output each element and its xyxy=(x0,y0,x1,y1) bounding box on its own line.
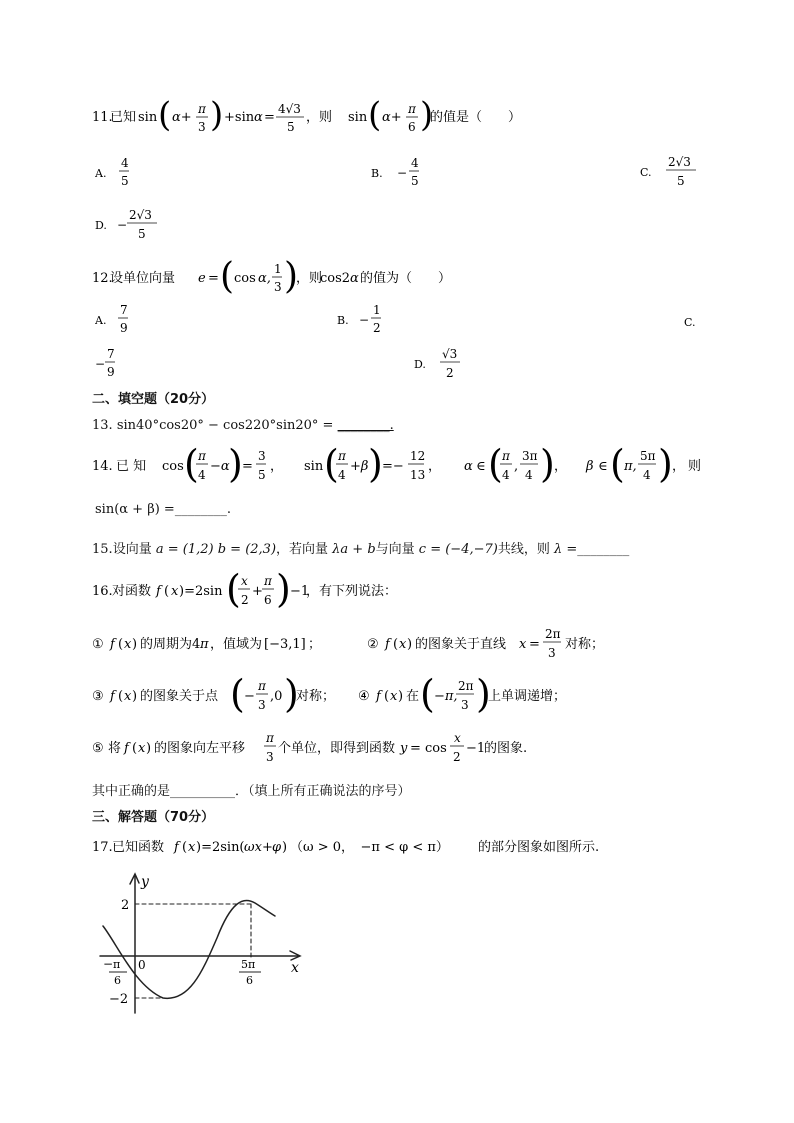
svg-text:5: 5 xyxy=(258,468,266,482)
svg-text:=−: =− xyxy=(382,459,404,474)
svg-text:=: = xyxy=(208,271,219,286)
svg-text:2: 2 xyxy=(446,366,454,380)
svg-text:π: π xyxy=(198,102,206,116)
svg-text:A.: A. xyxy=(95,167,107,180)
function-graph xyxy=(95,868,315,1022)
svg-text:): ) xyxy=(132,637,138,652)
svg-text:3: 3 xyxy=(274,280,282,294)
q14-blank[interactable]: ________. xyxy=(174,502,231,517)
svg-text:−: − xyxy=(397,166,408,180)
q12-option-c-value xyxy=(95,346,135,389)
svg-text:4: 4 xyxy=(198,468,206,482)
svg-text:17.: 17. xyxy=(92,840,113,855)
svg-text:(: ( xyxy=(118,637,124,652)
q12-formula xyxy=(92,258,472,300)
svg-text:=: = xyxy=(242,459,253,474)
svg-text:∈: ∈ xyxy=(598,459,608,474)
svg-text:f: f xyxy=(174,840,179,855)
svg-text:sin: sin xyxy=(348,110,368,125)
svg-text:+: + xyxy=(262,840,273,855)
svg-text:的图象向左平移: 的图象向左平移 xyxy=(154,741,246,756)
svg-text:x: x xyxy=(519,637,527,652)
q11-formula xyxy=(92,98,532,138)
svg-text:π: π xyxy=(200,637,209,652)
q13-number: 13. xyxy=(92,418,113,433)
svg-text:(: ( xyxy=(182,840,188,855)
svg-text:④: ④ xyxy=(358,689,370,704)
svg-text:4√3: 4√3 xyxy=(278,102,301,116)
svg-text:(: ( xyxy=(184,444,199,486)
q12-option-b xyxy=(337,302,407,345)
svg-text:9: 9 xyxy=(107,365,115,379)
svg-text:π: π xyxy=(502,449,510,463)
vector-b: b = (2,3) xyxy=(217,542,277,557)
q12-option-d xyxy=(414,344,484,389)
svg-text:，: ， xyxy=(672,459,686,474)
q14-expression: sin(α + β) = xyxy=(95,502,175,517)
svg-text:，则: ，则 xyxy=(296,271,323,286)
svg-text:②: ② xyxy=(367,637,379,652)
svg-text:2√3: 2√3 xyxy=(129,208,152,222)
svg-text:3: 3 xyxy=(258,449,266,463)
svg-text:设单位向量: 设单位向量 xyxy=(110,271,176,286)
svg-text:，: ， xyxy=(554,459,568,474)
svg-text:D.: D. xyxy=(95,219,107,232)
svg-text:5: 5 xyxy=(138,227,146,241)
svg-text:，有下列说法：: ，有下列说法： xyxy=(306,584,398,599)
x-tick-left-numerator: π xyxy=(113,958,121,971)
svg-text:；: ； xyxy=(308,637,322,652)
svg-text:−: − xyxy=(103,957,114,971)
svg-text:B.: B. xyxy=(337,314,349,327)
question-12 xyxy=(92,258,472,304)
vector-a: a = (1,2) xyxy=(155,542,214,557)
svg-text:−: − xyxy=(95,357,106,371)
svg-text:7: 7 xyxy=(120,303,128,317)
svg-text:x: x xyxy=(454,731,461,745)
svg-text:π: π xyxy=(264,574,272,588)
svg-text:α+: α+ xyxy=(382,110,402,125)
svg-text:(: ( xyxy=(164,584,170,599)
svg-text:3: 3 xyxy=(266,750,274,764)
svg-text:[−3,1]: [−3,1] xyxy=(264,637,306,652)
svg-text:的图象关于直线: 的图象关于直线 xyxy=(415,637,507,652)
svg-text:(: ( xyxy=(324,444,339,486)
svg-text:1: 1 xyxy=(373,303,381,317)
svg-text:): ) xyxy=(210,98,224,135)
question-15: 15.设向量 a = (1,2) b = (2,3)，若向量 λa + b与向量 c = (−4,−7)共线，则 λ =________ xyxy=(92,542,630,557)
svg-text:): ) xyxy=(407,637,413,652)
y-axis-label: y xyxy=(141,874,149,890)
section-2-heading: 二、填空题（20分） xyxy=(92,392,215,407)
svg-text:x: x xyxy=(171,584,179,599)
q16-statement-1 xyxy=(92,628,352,668)
svg-text:y: y xyxy=(400,741,408,756)
svg-text:9: 9 xyxy=(120,321,128,335)
svg-text:3: 3 xyxy=(548,646,556,660)
svg-text:，值域为: ，值域为 xyxy=(210,637,263,652)
svg-text:C.: C. xyxy=(640,166,652,179)
svg-text:(: ( xyxy=(420,674,435,716)
svg-text:14.: 14. xyxy=(92,459,113,474)
svg-text:π: π xyxy=(408,102,416,116)
svg-text:): ) xyxy=(228,444,243,486)
svg-text:−: − xyxy=(359,313,370,327)
svg-text:2π: 2π xyxy=(458,679,474,693)
svg-text:(: ( xyxy=(132,741,138,756)
origin-label: 0 xyxy=(138,958,146,972)
svg-text:x: x xyxy=(138,741,146,756)
svg-text:x: x xyxy=(241,574,248,588)
question-14 xyxy=(92,444,712,494)
svg-text:f: f xyxy=(110,689,115,704)
svg-text:): ) xyxy=(476,674,491,716)
svg-text:则: 则 xyxy=(688,459,702,474)
svg-text:): ) xyxy=(284,674,299,716)
svg-text:，: ， xyxy=(428,459,442,474)
svg-text:cos: cos xyxy=(234,271,256,286)
svg-text:α,: α, xyxy=(258,271,271,286)
svg-text:+β: +β xyxy=(350,459,369,474)
svg-text:4: 4 xyxy=(338,468,346,482)
svg-text:β: β xyxy=(586,459,594,474)
svg-text:π: π xyxy=(258,679,266,693)
svg-text:3π: 3π xyxy=(522,449,538,463)
svg-text:+: + xyxy=(252,584,263,599)
q11-option-d xyxy=(95,205,175,250)
svg-text:sin: sin xyxy=(304,459,324,474)
q12-option-c-label xyxy=(684,314,714,337)
svg-text:A.: A. xyxy=(95,314,107,327)
svg-text:(: ( xyxy=(610,444,625,486)
svg-text:③: ③ xyxy=(92,689,104,704)
svg-text:2: 2 xyxy=(373,321,381,335)
svg-text:,0: ,0 xyxy=(270,689,283,704)
svg-text:16.: 16. xyxy=(92,584,113,599)
svg-text:−1: −1 xyxy=(466,741,486,756)
x-axis-label: x xyxy=(291,960,299,976)
svg-text:将: 将 xyxy=(108,741,122,756)
question-16 xyxy=(92,570,512,618)
svg-text:5π: 5π xyxy=(640,449,656,463)
svg-text:的图象关于点: 的图象关于点 xyxy=(140,689,219,704)
svg-text:f: f xyxy=(385,637,390,652)
svg-text:的部分图象如图所示.: 的部分图象如图所示. xyxy=(478,840,600,855)
svg-text:C.: C. xyxy=(684,316,696,329)
question-13 xyxy=(92,418,394,433)
svg-text:x: x xyxy=(399,637,407,652)
q14-formula xyxy=(92,444,712,490)
svg-text:): ) xyxy=(368,444,383,486)
svg-text:): ) xyxy=(132,689,138,704)
svg-text:∈: ∈ xyxy=(476,459,486,474)
svg-text:6: 6 xyxy=(408,120,416,134)
svg-text:π: π xyxy=(266,731,274,745)
svg-text:6: 6 xyxy=(264,593,272,607)
svg-text:): ) xyxy=(658,444,673,486)
q13-expression: sin40°cos20° − cos220°sin20° = xyxy=(116,418,334,433)
x-tick-right-denominator: 6 xyxy=(246,974,253,987)
svg-text:5: 5 xyxy=(287,120,295,134)
q16-statement-3 xyxy=(92,674,352,724)
svg-text:4: 4 xyxy=(525,468,533,482)
svg-text:f: f xyxy=(376,689,381,704)
svg-text:f: f xyxy=(124,741,129,756)
svg-text:): ) xyxy=(146,741,152,756)
svg-text:⑤: ⑤ xyxy=(92,741,104,756)
svg-text:5: 5 xyxy=(677,174,685,188)
svg-text:f: f xyxy=(110,637,115,652)
svg-text:D.: D. xyxy=(414,358,426,371)
q11-suffix: ，则 xyxy=(306,110,333,125)
svg-text:3: 3 xyxy=(198,120,206,134)
svg-text:α: α xyxy=(464,459,473,474)
svg-text:2π: 2π xyxy=(545,627,561,641)
svg-text:已 知: 已 知 xyxy=(116,459,147,474)
svg-text:): ) xyxy=(284,258,299,297)
svg-text:(: ( xyxy=(230,674,245,716)
svg-text:π: π xyxy=(338,449,346,463)
vector-combination: λa + b xyxy=(332,542,376,557)
svg-text:x: x xyxy=(124,637,132,652)
q16-statement-5 xyxy=(92,728,572,776)
svg-text:1: 1 xyxy=(274,262,282,276)
svg-text:): ) xyxy=(276,570,291,611)
q15-blank[interactable]: ________ xyxy=(577,542,630,557)
svg-text:): ) xyxy=(540,444,555,486)
svg-text:α+: α+ xyxy=(172,110,192,125)
svg-text:在: 在 xyxy=(406,689,420,704)
q11-number: 11. xyxy=(92,110,113,125)
svg-text:): ) xyxy=(282,840,288,855)
q16-answer-line: 其中正确的是__________．（填上所有正确说法的序号） xyxy=(92,784,411,799)
x-tick-left-denominator: 6 xyxy=(114,974,121,987)
svg-text:2√3: 2√3 xyxy=(668,155,691,169)
svg-text:13: 13 xyxy=(410,468,426,482)
svg-text:(: ( xyxy=(220,258,235,297)
svg-text:（ω > 0， −π < φ < π）: （ω > 0， −π < φ < π） xyxy=(290,840,449,855)
q12-option-a xyxy=(95,302,155,345)
svg-text:12: 12 xyxy=(410,449,426,463)
svg-text:对称；: 对称； xyxy=(565,637,605,652)
vector-c: c = (−4,−7) xyxy=(418,542,498,557)
svg-text:7: 7 xyxy=(107,347,115,361)
q11-option-c xyxy=(640,152,710,197)
svg-text:2: 2 xyxy=(241,593,249,607)
svg-text:①: ① xyxy=(92,637,104,652)
svg-text:的值为（ ）: 的值为（ ） xyxy=(360,271,452,286)
svg-text:cos2: cos2 xyxy=(320,271,351,286)
svg-text:−π,: −π, xyxy=(434,689,458,704)
svg-text:5: 5 xyxy=(121,174,129,188)
svg-text:cos: cos xyxy=(162,459,184,474)
svg-text:，: ， xyxy=(270,459,284,474)
svg-text:x: x xyxy=(390,689,398,704)
svg-text:π,: π, xyxy=(624,459,637,474)
svg-text:x: x xyxy=(188,840,196,855)
x-tick-right-numerator: 5π xyxy=(241,958,256,971)
svg-text:=: = xyxy=(529,637,540,652)
q11-prefix: 已知 xyxy=(110,110,137,125)
y-tick-minus-2: −2 xyxy=(109,992,129,1007)
svg-text:4: 4 xyxy=(411,156,419,170)
svg-text:)=2sin(: )=2sin( xyxy=(196,840,245,855)
svg-text:−α: −α xyxy=(210,459,230,474)
svg-text:+sin: +sin xyxy=(224,110,255,125)
section-3-heading: 三、解答题（70分） xyxy=(92,810,215,825)
q11-option-b xyxy=(371,155,441,198)
svg-text:): ) xyxy=(420,98,434,135)
svg-text:4: 4 xyxy=(192,637,201,652)
q11-option-a xyxy=(95,155,155,198)
svg-text:−1: −1 xyxy=(290,584,310,599)
q16-statement-2 xyxy=(367,624,627,668)
q16-statement-4 xyxy=(358,674,618,724)
question-17 xyxy=(92,834,632,864)
svg-text:5: 5 xyxy=(411,174,419,188)
question-14-line-2 xyxy=(95,502,231,517)
svg-text:α: α xyxy=(350,271,359,286)
svg-text:(: ( xyxy=(384,689,390,704)
question-11 xyxy=(92,98,532,138)
svg-text:)=2sin: )=2sin xyxy=(179,584,223,599)
q13-blank[interactable]: ________. xyxy=(337,418,394,433)
svg-text:x: x xyxy=(124,689,132,704)
svg-text:,: , xyxy=(514,459,519,474)
svg-text:3: 3 xyxy=(258,698,266,712)
svg-text:(: ( xyxy=(118,689,124,704)
svg-text:sin: sin xyxy=(138,110,158,125)
svg-text:上单调递增；: 上单调递增； xyxy=(488,689,567,704)
svg-text:(: ( xyxy=(368,98,382,135)
q16-formula xyxy=(92,570,512,614)
svg-text:个单位，即得到函数: 个单位，即得到函数 xyxy=(278,741,396,756)
svg-text:(: ( xyxy=(488,444,503,486)
svg-text:e: e xyxy=(198,271,206,286)
svg-text:4: 4 xyxy=(643,468,651,482)
svg-text:φ: φ xyxy=(272,840,282,855)
svg-text:π: π xyxy=(198,449,206,463)
svg-text:√3: √3 xyxy=(442,347,458,361)
svg-text:3: 3 xyxy=(461,698,469,712)
svg-text:(: ( xyxy=(393,637,399,652)
y-tick-2: 2 xyxy=(121,898,130,913)
svg-text:的图象.: 的图象. xyxy=(484,741,528,756)
svg-text:(: ( xyxy=(226,570,241,611)
svg-text:= cos: = cos xyxy=(410,741,447,756)
svg-text:已知函数: 已知函数 xyxy=(112,840,165,855)
svg-text:12.: 12. xyxy=(92,271,113,286)
svg-text:f: f xyxy=(156,584,161,599)
svg-text:4: 4 xyxy=(121,156,129,170)
svg-text:=: = xyxy=(264,110,275,125)
svg-text:对称；: 对称； xyxy=(296,689,336,704)
svg-text:(: ( xyxy=(158,98,172,135)
svg-text:−: − xyxy=(117,218,128,232)
svg-text:−: − xyxy=(244,689,255,704)
svg-text:对函数: 对函数 xyxy=(112,584,152,599)
svg-text:ωx: ωx xyxy=(244,840,262,855)
svg-text:的周期为: 的周期为 xyxy=(140,637,193,652)
svg-text:4: 4 xyxy=(502,468,510,482)
svg-text:B.: B. xyxy=(371,167,383,180)
svg-text:α: α xyxy=(254,110,263,125)
q11-end: 的值是（ ） xyxy=(430,110,522,125)
svg-text:2: 2 xyxy=(453,750,461,764)
svg-text:): ) xyxy=(398,689,404,704)
